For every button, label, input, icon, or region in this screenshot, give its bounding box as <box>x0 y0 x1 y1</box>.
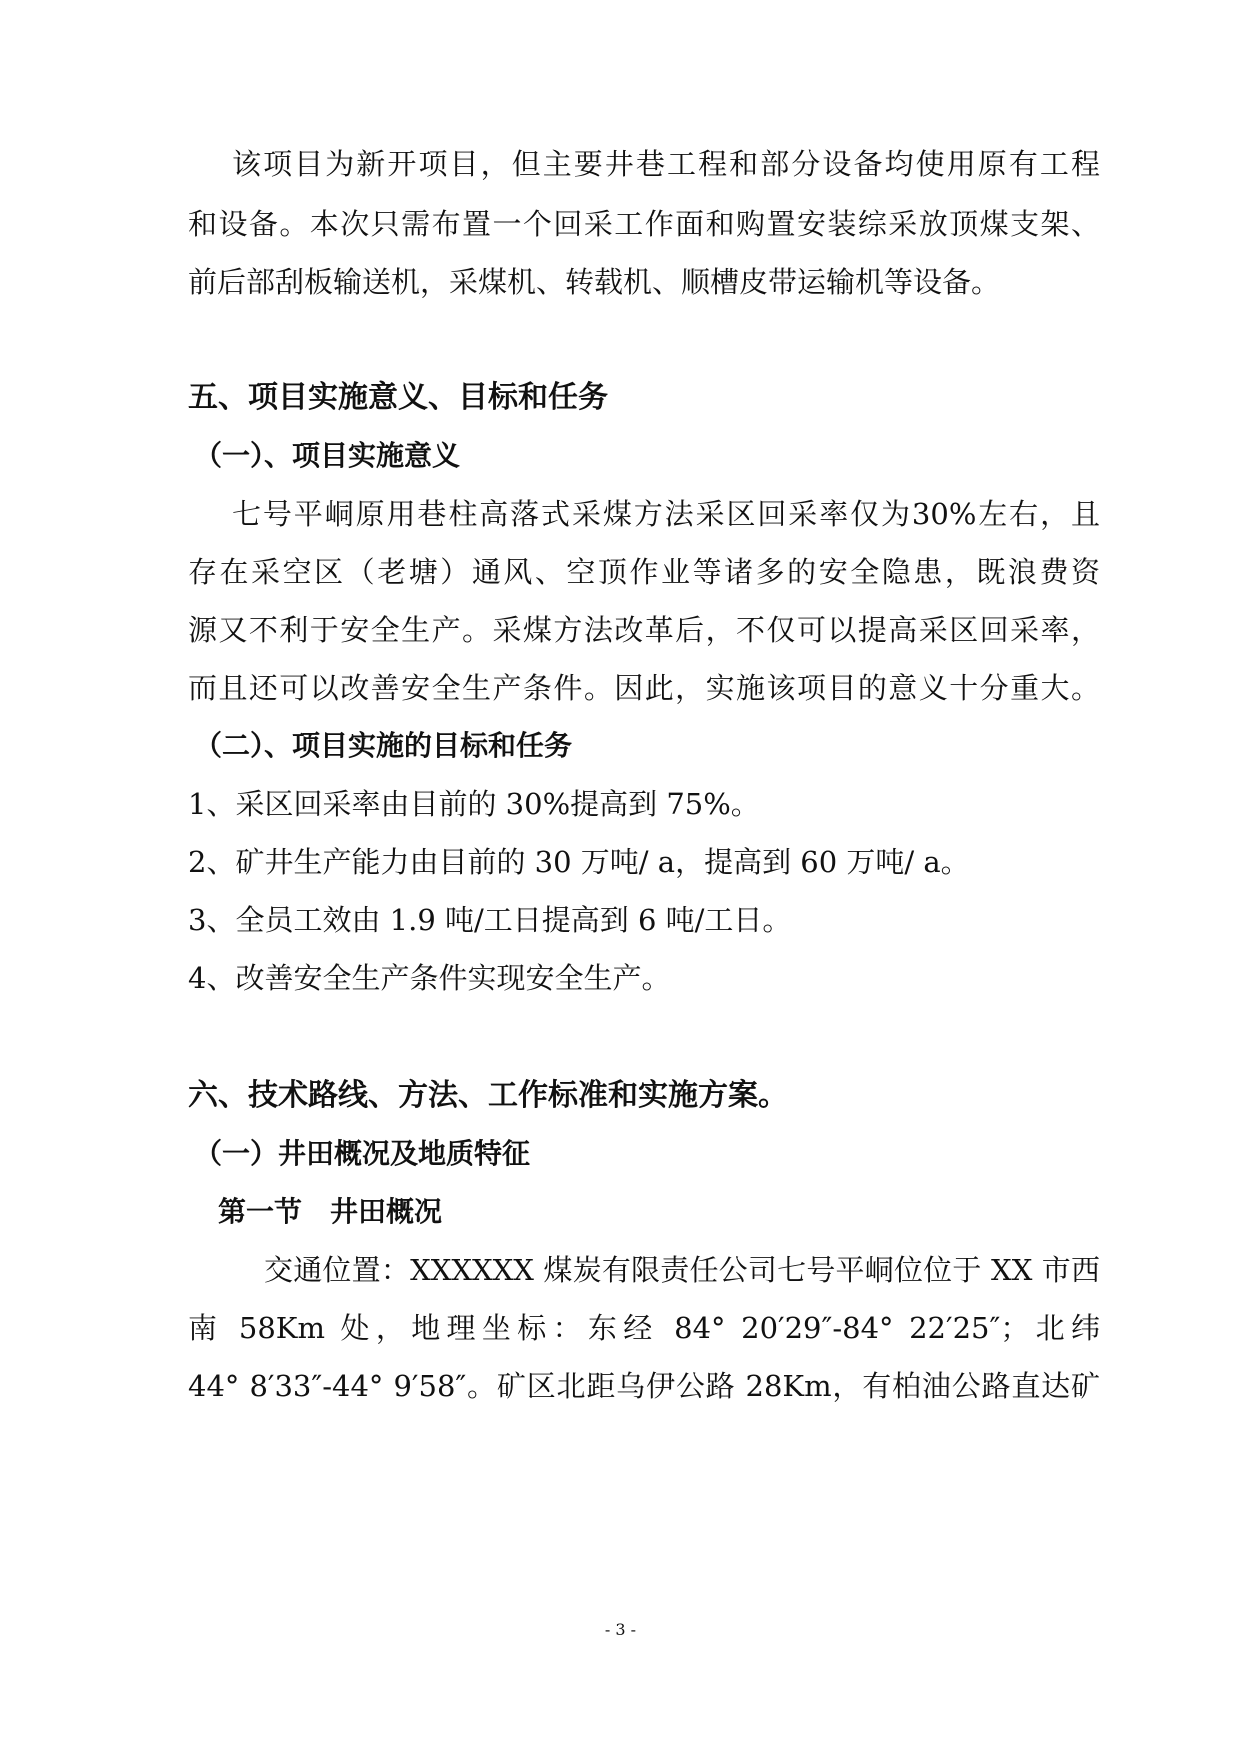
section5-sub1-line-3: 源又不利于安全生产。采煤方法改革后，不仅可以提高采区回采率， <box>188 613 1100 647</box>
section5-heading: 五、项目实施意义、目标和任务 <box>188 380 608 415</box>
section5-sub1-line-4: 而且还可以改善安全生产条件。因此，实施该项目的意义十分重大。 <box>188 671 1100 705</box>
chapter1-heading: 第一节 井田概况 <box>218 1195 443 1228</box>
section5-sub1-heading: （一）、项目实施意义 <box>194 439 461 472</box>
intro-line-1: 该项目为新开项目，但主要井巷工程和部分设备均使用原有工程 <box>232 147 1100 181</box>
chapter1-line-1: 交通位置：XXXXXX 煤炭有限责任公司七号平峒位位于 XX 市西 <box>264 1253 1100 1287</box>
chapter1-line-2: 南 58Km 处，地理坐标：东经 84° 20′29″-84° 22′25″；北纬 <box>188 1311 1100 1345</box>
goal-item-1: 1、采区回采率由目前的 30%提高到 75%。 <box>188 787 760 821</box>
section6-heading: 六、技术路线、方法、工作标准和实施方案。 <box>188 1078 788 1113</box>
intro-line-3: 前后部刮板输送机，采煤机、转载机、顺槽皮带运输机等设备。 <box>188 265 1001 299</box>
section5-sub1-line-2: 存在采空区（老塘）通风、空顶作业等诸多的安全隐患，既浪费资 <box>188 555 1100 589</box>
section5-sub2-heading: （二）、项目实施的目标和任务 <box>194 729 573 762</box>
goal-item-4: 4、改善安全生产条件实现安全生产。 <box>188 961 671 995</box>
intro-line-2: 和设备。本次只需布置一个回采工作面和购置安装综采放顶煤支架、 <box>188 207 1100 241</box>
page-number: - 3 - <box>604 1620 637 1639</box>
chapter1-line-3: 44° 8′33″-44° 9′58″。矿区北距乌伊公路 28Km，有柏油公路直达矿 <box>188 1369 1100 1403</box>
goal-item-3: 3、全员工效由 1.9 吨/工日提高到 6 吨/工日。 <box>188 903 792 937</box>
section5-sub1-line-1: 七号平峒原用巷柱高落式采煤方法采区回采率仅为30%左右，且 <box>232 497 1100 531</box>
goal-item-2: 2、矿井生产能力由目前的 30 万吨/ a，提高到 60 万吨/ a。 <box>188 845 970 879</box>
section6-sub1-heading: （一）井田概况及地质特征 <box>194 1137 531 1170</box>
